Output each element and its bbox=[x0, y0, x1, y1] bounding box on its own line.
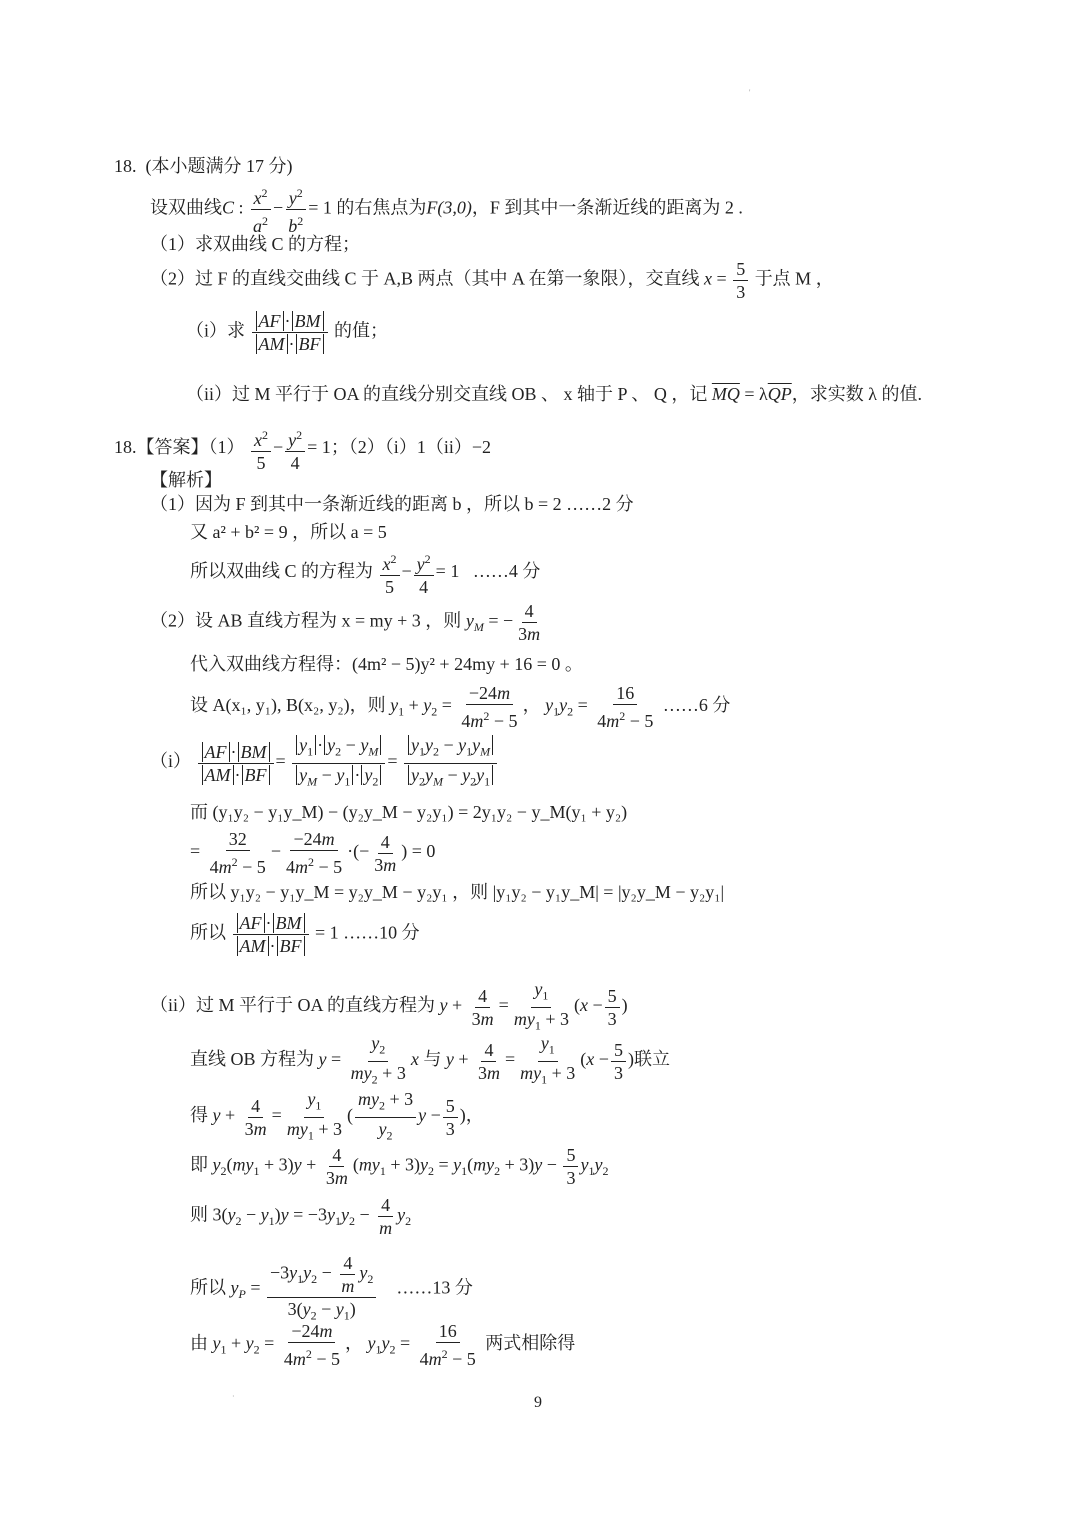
question-header: 18. (本小题满分 17 分) bbox=[114, 156, 293, 176]
analysis-line-18: 由 $y_1 + y_2$ = $\frac{-24m}{4m^2 - 5}$ ， $y_1y_2$ = $\frac{16}{4m^2 - 5}$ 两式相除得 bbox=[190, 1321, 576, 1369]
answer-line: 18.【答案】（1） $\frac{x^2}{5}$ − $\frac{y^2}{4}$ = 1；（2）（i）1（ii）−2 bbox=[114, 424, 491, 474]
question-part1: （1）求双曲线 C 的方程； bbox=[150, 234, 361, 254]
analysis-line-8: 而 (y₁y₂ − y₁y_M) − (y₂y_M − y₂y₁) = 2y₁y₂ − y_M(y₁ + y₂) bbox=[190, 802, 628, 822]
analysis-line-11: 所以 $\frac{AF \cdot BM}{AM \cdot BF}$ = 1 ……10 分 bbox=[190, 913, 420, 956]
analysis-line-12: （ii）过 M 平行于 OA 的直线方程为 y + $\frac{4}{3m}$ = $\frac{y_1}{my_1 + 3}$ (x − $\frac{5}{3}$ ) bbox=[150, 979, 628, 1033]
analysis-line-4: （2）设 AB 直线方程为 x = my + 3 ，则 $y_M$ = − $\frac{4}{3m}$ bbox=[150, 601, 541, 644]
page-number: 9 bbox=[534, 1394, 542, 1411]
scan-mark: ' bbox=[749, 88, 751, 97]
analysis-line-9: = $\frac{32}{4m^2 - 5}$ − $\frac{-24m}{4m^2 - 5}$ ·(− $\frac{4}{3m}$ ) = 0 bbox=[190, 829, 436, 877]
question-part-ii: （ii）过 M 平行于 OA 的直线分别交直线 OB 、 x 轴于 P 、 Q ，记 $\overline{MQ} = \lambda\overline{QP}$，求实数 λ 的值. bbox=[186, 384, 922, 404]
question-part-i: （i）求 $\frac{AF \cdot BM}{AM \cdot BF}$ 的值； bbox=[186, 311, 389, 354]
question-stem: 设双曲线C : $\frac{x^2}{a^2}$ − $\frac{y^2}{b^2}$ = 1 的右焦点为F(3,0)，F 到其中一条渐近线的距离为 2 . bbox=[150, 182, 743, 237]
analysis-line-16: 则 $3(y_2 - y_1)y = -3y_1y_2$ − $\frac{4}{m}$ $y_2$ bbox=[190, 1195, 412, 1238]
analysis-line-1: （1）因为 F 到其中一条渐近线的距离 b ，所以 b = 2 ……2 分 bbox=[150, 494, 634, 514]
analysis-line-6: 设 A(x₁, y₁), B(x₂, y₂)，则 $y_1 + y_2$ = $\frac{-24m}{4m^2 - 5}$ ， $y_1y_2$ = $\frac{16}{4m^2 - 5}$ ……6 分 bbox=[190, 683, 731, 731]
analysis-line-17: 所以 $y_P$ = $-3y_1y_2$ − $\frac{4}{m}$ $y_2$ $3(y_2 - y_1)$ ……13 分 bbox=[190, 1253, 473, 1323]
analysis-line-10: 所以 y₁y₂ − y₁y_M = y₂y_M − y₂y₁ ，则 |y₁y₂ − y₁y_M| = |y₂y_M − y₂y₁| bbox=[190, 882, 725, 902]
analysis-heading: 【解析】 bbox=[150, 470, 222, 490]
analysis-line-7: （i） $\frac{AF \cdot BM}{AM \cdot BF}$ = $\frac{y_1 \cdot y_2 - y_M}{y_M - y_1 \cdot y_2}$ = $\frac{y_1y_2 - y_1y_M}{y_2y_M - y_2y_1}$ bbox=[150, 734, 499, 792]
analysis-line-13: 直线 OB 方程为 y = $\frac{y_2}{my_2 + 3}$ x 与 y + $\frac{4}{3m}$ = $\frac{y_1}{my_1 + 3}$ (x − $\frac{5}{3}$ )联立 bbox=[190, 1033, 670, 1087]
question-part2: （2）过 F 的直线交曲线 C 于 A,B 两点（其中 A 在第一象限），交直线 x = $\frac{5}{3}$ 于点 M ， bbox=[150, 259, 834, 302]
analysis-line-5: 代入双曲线方程得：(4m² − 5)y² + 24my + 16 = 0 。 bbox=[190, 654, 583, 674]
analysis-line-15: 即 $y_2(my_1 + 3)y$ + $\frac{4}{3m}$ $(my_1 + 3)y_2 = y_1(my_2 + 3)y$ − $\frac{5}{3}$ $y_1y_2$ bbox=[190, 1145, 609, 1188]
analysis-line-2: 又 a² + b² = 9 ，所以 a = 5 bbox=[190, 522, 387, 542]
analysis-line-3: 所以双曲线 C 的方程为 $\frac{x^2}{5}$ − $\frac{y^2}{4}$ = 1 ……4 分 bbox=[190, 548, 540, 598]
analysis-line-14: 得 y + $\frac{4}{3m}$ = $\frac{y_1}{my_1 + 3}$ ( $\frac{my_2 + 3}{y_2}$ y − $\frac{5}{3}$ )， bbox=[190, 1089, 484, 1143]
scan-mark: · bbox=[232, 1392, 235, 1401]
